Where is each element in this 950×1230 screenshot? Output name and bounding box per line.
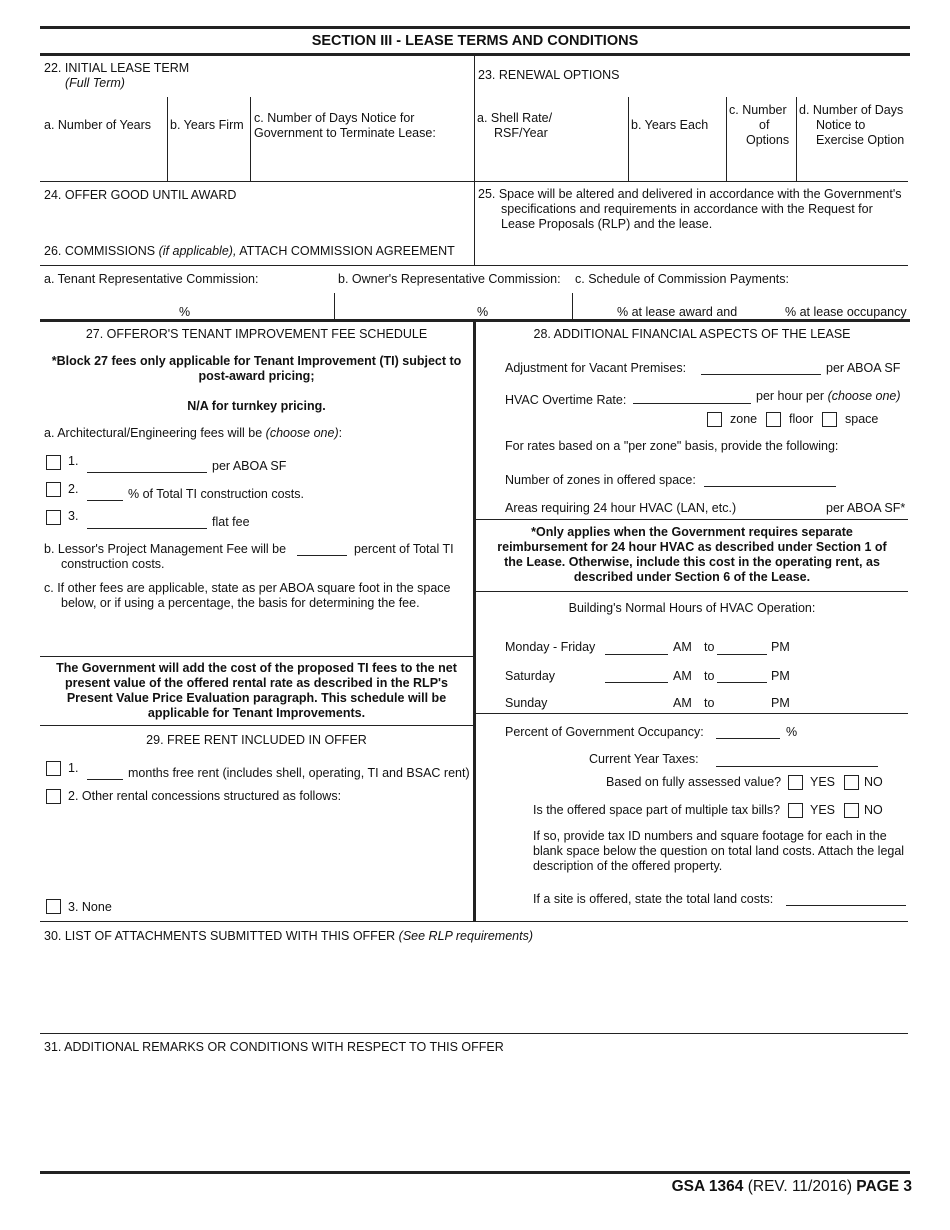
b28-only-3: the Lease. Otherwise, include this cost in the operating rent, as: [504, 555, 880, 569]
b26-occupancy: % at lease occupancy: [785, 305, 907, 319]
b30-title: 30. LIST OF ATTACHMENTS SUBMITTED WITH THIS OFFER (See RLP requirements): [44, 929, 533, 943]
b28-day-am-field[interactable]: [605, 654, 668, 655]
b27-gov-3: Present Value Price Evaluation paragraph. This schedule will be: [66, 691, 447, 705]
b28-day-to: to: [704, 696, 715, 710]
b27-note-1: *Block 27 fees only applicable for Tenant Improvement (TI) subject to: [51, 354, 462, 368]
b27-option-3-checkbox[interactable]: [46, 510, 61, 525]
b28-multiple-label: Is the offered space part of multiple tax bills?: [533, 803, 781, 817]
b28-day-to: to: [704, 669, 715, 683]
b28-vacant-label: Adjustment for Vacant Premises:: [505, 361, 687, 375]
b28-only-1: *Only applies when the Government requires separate: [531, 525, 853, 539]
rule-519-right: [476, 519, 908, 520]
b23-col-div1: [628, 97, 629, 181]
b28-taxid-3: description of the offered property.: [533, 859, 723, 873]
rule-921: [40, 921, 908, 922]
b28-day-label: Monday - Friday: [505, 640, 596, 654]
b28-day-pm-field[interactable]: [717, 682, 767, 683]
b24-title: 24. OFFER GOOD UNTIL AWARD: [44, 188, 237, 202]
b23-b-label: b. Years Each: [631, 118, 709, 132]
b28-only-2: reimbursement for 24 hour HVAC as described under Section 1 of: [497, 540, 887, 554]
b27-a-label: a. Architectural/Engineering fees will be (choose one):: [44, 426, 343, 440]
b28-day-pm: PM: [771, 669, 790, 683]
b27-option-3-num: 3.: [68, 509, 79, 523]
b27-turnkey: N/A for turnkey pricing.: [187, 399, 326, 413]
b28-areas-unit: per ABOA SF*: [826, 501, 906, 515]
b29-option-2-text: 2. Other rental concessions structured as follows:: [68, 789, 342, 803]
b25-line-2: specifications and requirements in accordance with the Request for: [501, 202, 873, 216]
b26-a-label: a. Tenant Representative Commission:: [44, 272, 259, 286]
top-rule: [40, 26, 910, 29]
b29-option-2-checkbox[interactable]: [46, 789, 61, 804]
b27-gov-2: present value of the offered rental rate as described in the RLP's: [65, 676, 448, 690]
b28-zones-label: Number of zones in offered space:: [505, 473, 696, 487]
b28-taxid-2: blank space below the question on total land costs. Attach the legal: [533, 844, 905, 858]
b23-c-label-1: c. Number: [729, 103, 787, 117]
b28-day-am: AM: [673, 640, 692, 654]
b28-taxid-1: If so, provide tax ID numbers and square footage for each in the: [533, 829, 887, 843]
b28-occupancy-field[interactable]: [716, 738, 780, 739]
b25-line-1: 25. Space will be altered and delivered in accordance with the Government's: [478, 187, 902, 201]
b29-option-1-num: 1.: [68, 761, 79, 775]
b27-option-1-checkbox[interactable]: [46, 455, 61, 470]
b29-option-1-text: months free rent (includes shell, operating, TI and BSAC rent): [128, 766, 470, 780]
b22-col-div1: [167, 97, 168, 181]
b23-title: 23. RENEWAL OPTIONS: [478, 68, 620, 82]
b27-b-label-1: b. Lessor's Project Management Fee will be: [44, 542, 287, 556]
b26-c-label: c. Schedule of Commission Payments:: [575, 272, 789, 286]
b27-note-2: post-award pricing;: [198, 369, 315, 383]
b27-c-label-1: c. If other fees are applicable, state as per ABOA square foot in the space: [44, 581, 451, 595]
b28-areas-label: Areas requiring 24 hour HVAC (LAN, etc.): [505, 501, 737, 515]
b22-title: 22. INITIAL LEASE TERM: [44, 61, 190, 75]
b28-day-am: AM: [673, 696, 692, 710]
footer-form: GSA 1364: [671, 1178, 744, 1195]
b28-day-label: Saturday: [505, 669, 556, 683]
b22-subtitle: (Full Term): [65, 76, 125, 90]
b27-b-field[interactable]: [297, 555, 347, 556]
b31-title: 31. ADDITIONAL REMARKS OR CONDITIONS WITH RESPECT TO THIS OFFER: [44, 1040, 504, 1054]
bottom-rule: [40, 1171, 910, 1174]
b23-c-label-3: Options: [746, 133, 790, 147]
b29-option-1-field[interactable]: [87, 779, 123, 780]
b28-assessed-yes-checkbox[interactable]: [788, 775, 803, 790]
b28-day-pm: PM: [771, 640, 790, 654]
b23-d-label-1: d. Number of Days: [799, 103, 904, 117]
b28-assessed-no: NO: [864, 775, 883, 789]
footer-rev: (REV. 11/2016): [743, 1178, 857, 1195]
b26-title: 26. COMMISSIONS (if applicable), ATTACH COMMISSION AGREEMENT: [44, 244, 455, 258]
b23-col-div2: [726, 97, 727, 181]
b28-taxes-label: Current Year Taxes:: [589, 752, 699, 766]
b28-hvac-label: HVAC Overtime Rate:: [505, 393, 627, 407]
b28-floor-checkbox[interactable]: [766, 412, 781, 427]
rule-265: [40, 265, 908, 266]
b22-a-label: a. Number of Years: [44, 118, 152, 132]
b27-option-2-field[interactable]: [87, 500, 123, 501]
b27-option-2-num: 2.: [68, 482, 79, 496]
b28-day-to: to: [704, 640, 715, 654]
b28-land-label: If a site is offered, state the total land costs:: [533, 892, 774, 906]
footer-page: PAGE 3: [856, 1178, 912, 1195]
rule-713-right: [476, 713, 908, 714]
b26-award: % at lease award and: [617, 305, 738, 319]
b28-zone-label: zone: [730, 412, 758, 426]
b22-c-label-1: c. Number of Days Notice for: [254, 111, 415, 125]
b28-vacant-field[interactable]: [701, 374, 821, 375]
b28-hours-title: Building's Normal Hours of HVAC Operation:: [568, 601, 816, 615]
b28-taxes-field[interactable]: [716, 766, 878, 767]
b28-occupancy-unit: %: [786, 725, 798, 739]
b25-line-3: Lease Proposals (RLP) and the lease.: [501, 217, 713, 231]
b29-option-3-checkbox[interactable]: [46, 899, 61, 914]
b28-multiple-no-checkbox[interactable]: [844, 803, 859, 818]
b27-option-1-field[interactable]: [87, 472, 207, 473]
b22-b-label: b. Years Firm: [170, 118, 244, 132]
b28-per-zone: For rates based on a "per zone" basis, provide the following:: [505, 439, 839, 453]
b28-multiple-yes-checkbox[interactable]: [788, 803, 803, 818]
b27-option-2-text: % of Total TI construction costs.: [128, 487, 305, 501]
b27-option-2-checkbox[interactable]: [46, 482, 61, 497]
b27-b-label-3: construction costs.: [61, 557, 165, 571]
b28-day-am: AM: [673, 669, 692, 683]
b27-gov-1: The Government will add the cost of the proposed TI fees to the net: [56, 661, 457, 675]
b22-col-div2: [250, 97, 251, 181]
b29-title: 29. FREE RENT INCLUDED IN OFFER: [146, 733, 367, 747]
b28-day-pm: PM: [771, 696, 790, 710]
b27-c-label-2: below, or if using a percentage, the basis for determining the fee.: [61, 596, 420, 610]
b28-day-label: Sunday: [505, 696, 548, 710]
b28-title: 28. ADDITIONAL FINANCIAL ASPECTS OF THE LEASE: [533, 327, 851, 341]
b29-option-1-checkbox[interactable]: [46, 761, 61, 776]
section-title: SECTION III - LEASE TERMS AND CONDITIONS: [311, 33, 639, 49]
divider-top: [474, 56, 475, 265]
b27-option-1-num: 1.: [68, 454, 79, 468]
rule-1033: [40, 1033, 908, 1034]
b26-pct-2: %: [477, 305, 489, 319]
divider-mid: [473, 320, 476, 922]
b28-day-am-field[interactable]: [605, 682, 668, 683]
b28-hvac-unit: per hour per (choose one): [756, 389, 901, 403]
b28-vacant-unit: per ABOA SF: [826, 361, 901, 375]
rule-725-left: [40, 725, 473, 726]
b26-col-div2: [572, 293, 573, 320]
b28-assessed-yes: YES: [810, 775, 836, 789]
b27-b-label-2: percent of Total TI: [354, 542, 454, 556]
footer: [672, 1178, 912, 1196]
rule-181: [40, 181, 908, 182]
b28-land-field[interactable]: [786, 905, 906, 906]
b28-multiple-no: NO: [864, 803, 883, 817]
b26-col-div1: [334, 293, 335, 320]
b26-pct-1: %: [179, 305, 191, 319]
b28-space-label: space: [845, 412, 879, 426]
b22-c-label-2: Government to Terminate Lease:: [254, 126, 436, 140]
b28-occupancy-label: Percent of Government Occupancy:: [505, 725, 704, 739]
b28-zone-checkbox[interactable]: [707, 412, 722, 427]
b23-col-div3: [796, 97, 797, 181]
b23-d-label-2: Notice to: [816, 118, 866, 132]
b28-hvac-field[interactable]: [633, 403, 751, 404]
b28-floor-label: floor: [789, 412, 814, 426]
b26-b-label: b. Owner's Representative Commission:: [338, 272, 561, 286]
rule-656-left: [40, 656, 473, 657]
b27-option-1-text: per ABOA SF: [212, 459, 287, 473]
b23-a-label-2: RSF/Year: [494, 126, 548, 140]
b28-space-checkbox[interactable]: [822, 412, 837, 427]
section-title-rule: [40, 53, 910, 56]
b23-a-label-1: a. Shell Rate/: [477, 111, 553, 125]
b23-c-label-2: of: [759, 118, 770, 132]
b27-option-3-text: flat fee: [212, 515, 250, 529]
b28-assessed-label: Based on fully assessed value?: [606, 775, 782, 789]
b27-title: 27. OFFEROR'S TENANT IMPROVEMENT FEE SCHEDULE: [85, 327, 428, 341]
b27-option-3-field[interactable]: [87, 528, 207, 529]
rule-591-right: [476, 591, 908, 592]
b28-only-4: described under Section 6 of the Lease.: [573, 570, 811, 584]
b23-d-label-3: Exercise Option: [816, 133, 905, 147]
b27-gov-4: applicable for Tenant Improvements.: [147, 706, 366, 720]
b28-day-pm-field[interactable]: [717, 654, 767, 655]
b29-option-3-text: 3. None: [68, 900, 112, 914]
b28-multiple-yes: YES: [810, 803, 836, 817]
b28-zones-field[interactable]: [704, 486, 836, 487]
b28-assessed-no-checkbox[interactable]: [844, 775, 859, 790]
